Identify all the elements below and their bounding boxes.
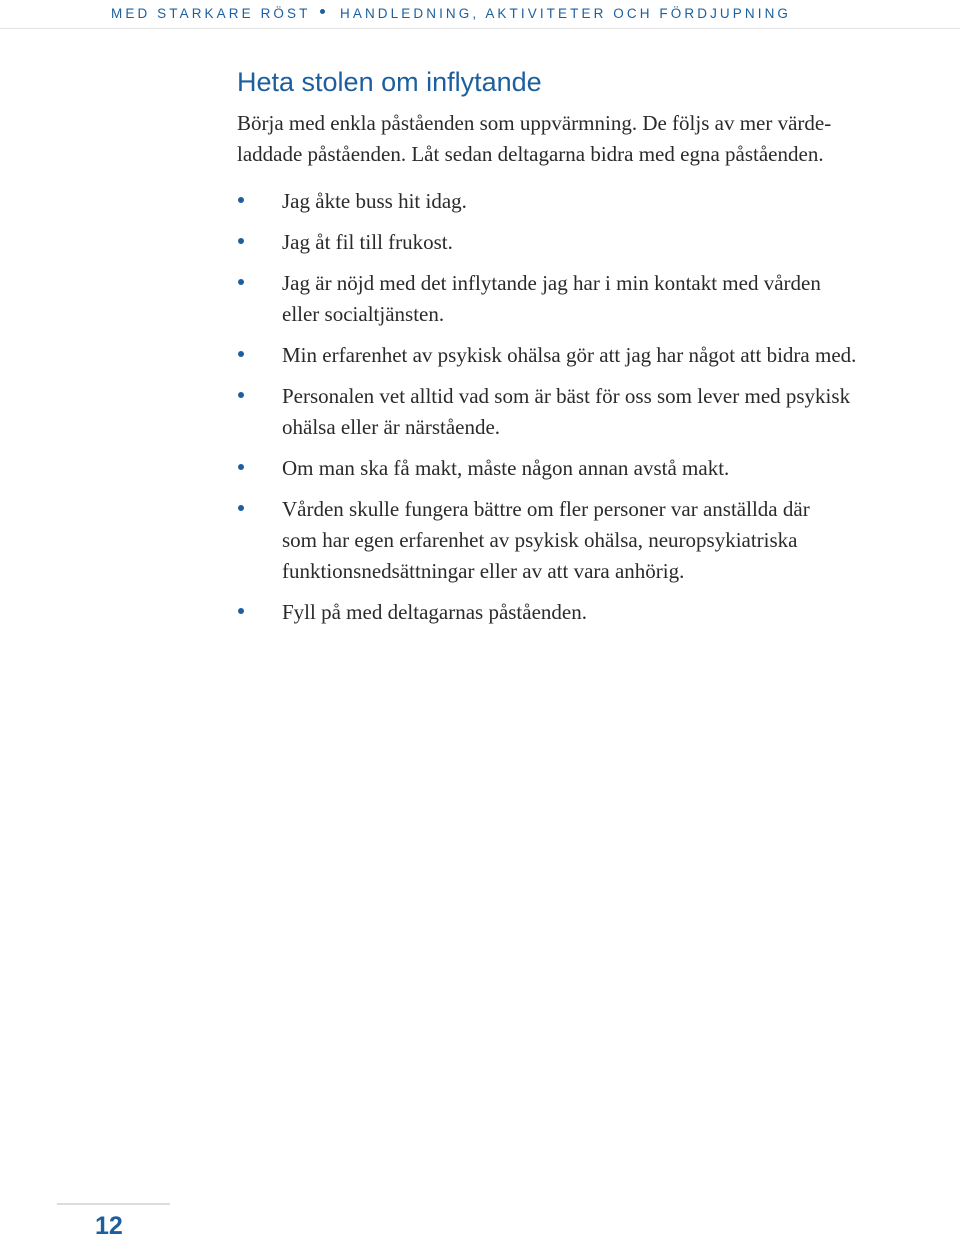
statement-item (237, 453, 937, 484)
statement-line: som har egen erfarenhet av psykisk ohälsa, neuropsykiatriska (282, 528, 798, 552)
page-number: 12 (95, 1212, 123, 1240)
header-publication-title: MED STARKARE RÖST (111, 6, 311, 21)
bullet-icon (238, 351, 244, 357)
header-separator-dot-icon (320, 9, 325, 14)
statement-line: Jag är nöjd med det inflytande jag har i min kontakt med vården (282, 271, 821, 295)
statement-item (237, 494, 937, 587)
intro-paragraph (237, 108, 927, 170)
statement-line: Fyll på med deltagarnas påståenden. (282, 600, 587, 624)
bullet-icon (238, 505, 244, 511)
intro-line: Börja med enkla påståenden som uppvärmning. De följs av mer värde- (237, 111, 832, 135)
statement-line: funktionsnedsättningar eller av att vara anhörig. (282, 559, 685, 583)
statement-line: Jag åkte buss hit idag. (282, 189, 467, 213)
bullet-icon (238, 392, 244, 398)
statement-line: Vården skulle fungera bättre om fler personer var anställda där (282, 497, 810, 521)
bullet-icon (238, 279, 244, 285)
section-title: Heta stolen om inflytande (237, 67, 542, 97)
statement-item (237, 597, 937, 628)
header-section-title: HANDLEDNING, AKTIVITETER OCH FÖRDJUPNING (340, 6, 792, 21)
bullet-icon (238, 238, 244, 244)
statement-item (237, 340, 937, 371)
statement-line: Om man ska få makt, måste någon annan avstå makt. (282, 456, 730, 480)
header-divider (0, 28, 960, 29)
running-header (0, 6, 960, 24)
statement-item (237, 268, 937, 330)
statement-line: Personalen vet alltid vad som är bäst för oss som lever med psykisk (282, 384, 851, 408)
statement-item (237, 186, 937, 217)
statement-line: Min erfarenhet av psykisk ohälsa gör att jag har något att bidra med. (282, 343, 857, 367)
bullet-icon (238, 608, 244, 614)
statement-item (237, 227, 937, 258)
bullet-icon (238, 464, 244, 470)
statement-list (237, 186, 937, 638)
statement-line: eller socialtjänsten. (282, 302, 445, 326)
bullet-icon (238, 197, 244, 203)
statement-line: Jag åt fil till frukost. (282, 230, 453, 254)
statement-line: ohälsa eller är närstående. (282, 415, 501, 439)
statement-item (237, 381, 937, 443)
intro-line: laddade påståenden. Låt sedan deltagarna bidra med egna påståenden. (237, 142, 824, 166)
footer-divider (57, 1203, 170, 1205)
